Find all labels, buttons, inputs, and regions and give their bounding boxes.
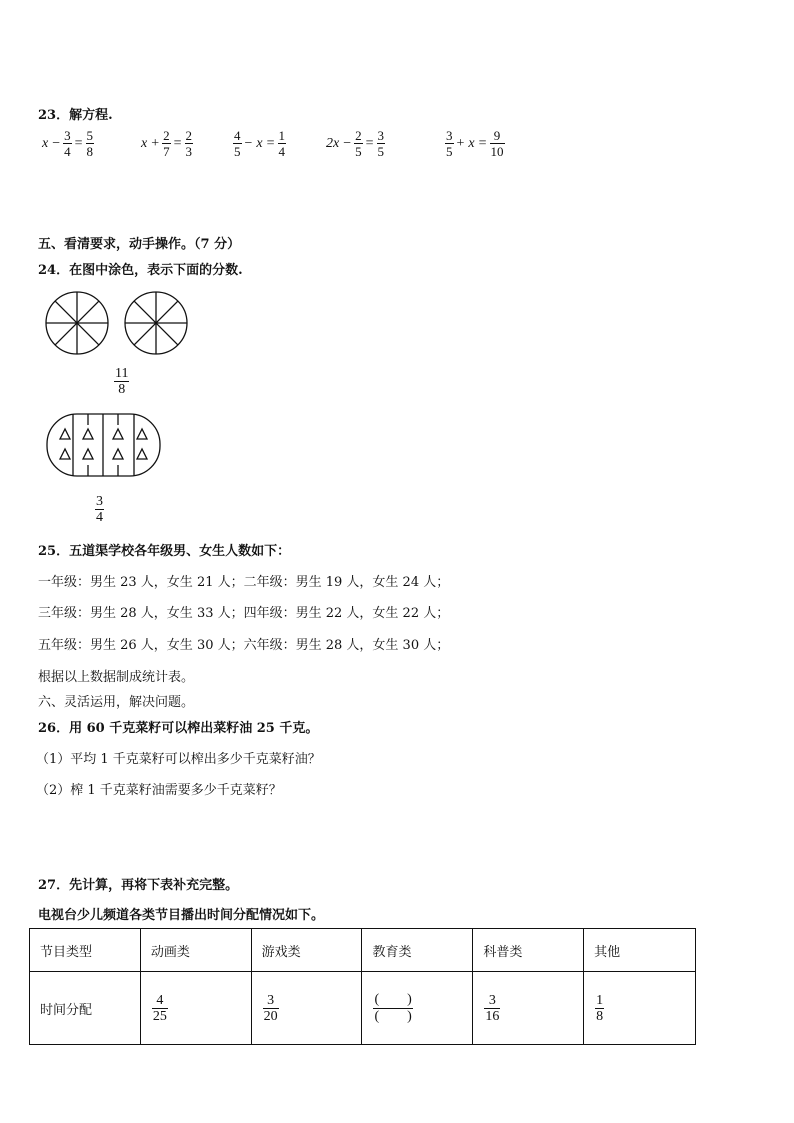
q27-caption: 电视台少儿频道各类节目播出时间分配情况如下。	[38, 908, 325, 923]
table-cell-blank[interactable]: $\frac{( )}{( )}$	[362, 972, 473, 1045]
table-row	[30, 972, 696, 1045]
q25-line-1: 一年级：男生 23 人，女生 21 人；二年级：男生 19 人，女生 24 人；	[38, 575, 450, 590]
equation-1: x − $\frac{3}{4}$ = $\frac{5}{8}$	[42, 128, 94, 159]
capsule-figure	[46, 411, 162, 479]
fraction-3-4: $\frac{3}{4}$	[96, 494, 103, 525]
table-header-cell: 动画类	[140, 929, 251, 972]
q27-title: 27．先计算，再将下表补充完整。	[38, 878, 239, 893]
q25-line-2: 三年级：男生 28 人，女生 33 人；四年级：男生 22 人，女生 22 人；	[38, 606, 450, 621]
table-header-cell: 节目类型	[30, 929, 141, 972]
q26-sub2: （2）榨 1 千克菜籽油需要多少千克菜籽？	[36, 783, 282, 798]
equation-2: x + $\frac{2}{7}$ = $\frac{2}{3}$	[141, 128, 193, 159]
circles-figure	[44, 290, 200, 358]
table-cell-value: $\frac{4}{25}$	[140, 972, 251, 1045]
q24-title: 24．在图中涂色，表示下面的分数.	[38, 263, 243, 278]
equation-3: $\frac{4}{5}$ − x = $\frac{1}{4}$	[234, 128, 286, 159]
q26-title: 26．用 60 千克菜籽可以榨出菜籽油 25 千克。	[38, 721, 319, 736]
section-5-heading: 五、看清要求，动手操作。（7 分）	[38, 237, 241, 252]
table-header-cell: 其他	[584, 929, 696, 972]
table-header-cell: 教育类	[362, 929, 473, 972]
table-cell-value: $\frac{3}{20}$	[251, 972, 362, 1045]
q25-title: 25．五道渠学校各年级男、女生人数如下：	[38, 544, 291, 559]
section-6-heading: 六、灵活运用，解决问题。	[38, 695, 195, 710]
table-header-row	[30, 929, 696, 972]
time-allocation-table	[29, 928, 696, 1045]
table-cell-value: $\frac{3}{16}$	[473, 972, 584, 1045]
table-row-label: 时间分配	[30, 972, 141, 1045]
table-cell-value: $\frac{1}{8}$	[584, 972, 696, 1045]
fraction-11-8: $\frac{11}{8}$	[115, 366, 129, 397]
q23-title: 23．解方程.	[38, 108, 113, 123]
equation-5: $\frac{3}{5}$ + x = $\frac{9}{10}$	[446, 128, 504, 159]
q25-line-3: 五年级：男生 26 人，女生 30 人；六年级：男生 28 人，女生 30 人；	[38, 638, 450, 653]
table-header-cell: 科普类	[473, 929, 584, 972]
q25-instruction: 根据以上数据制成统计表。	[38, 670, 195, 685]
circle-1	[46, 292, 108, 354]
circle-2	[125, 292, 187, 354]
equation-4: 2x − $\frac{2}{5}$ = $\frac{3}{5}$	[326, 128, 385, 159]
table-header-cell: 游戏类	[251, 929, 362, 972]
q26-sub1: （1）平均 1 千克菜籽可以榨出多少千克菜籽油？	[36, 752, 321, 767]
